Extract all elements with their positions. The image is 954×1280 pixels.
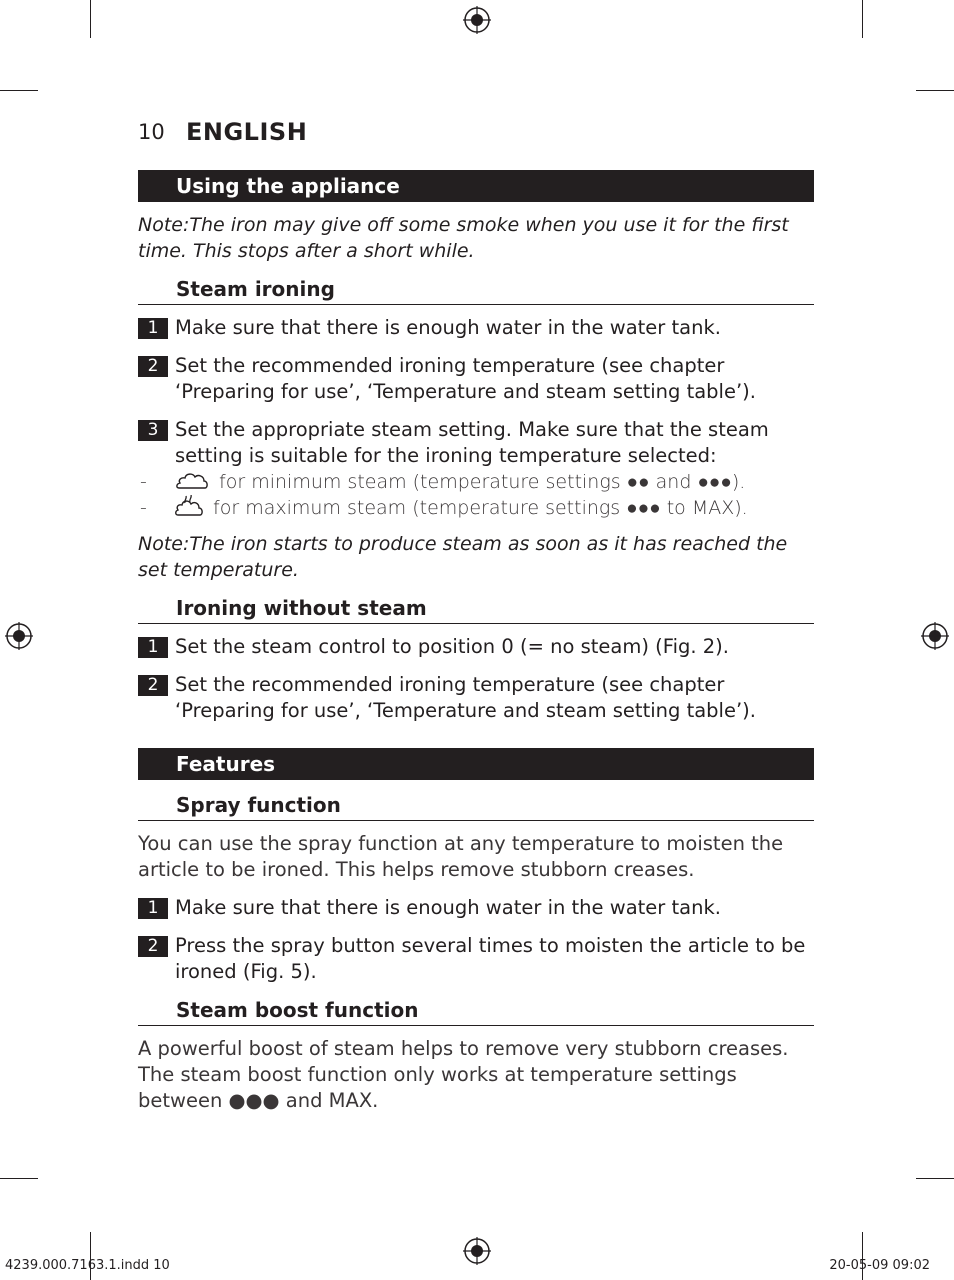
min-steam-icon <box>175 471 209 491</box>
crop-mark <box>862 0 863 38</box>
max-steam-icon <box>175 495 203 517</box>
bullet-dash: - <box>140 497 147 519</box>
section-title-using: Using the appliance <box>138 170 814 202</box>
step-item <box>138 417 814 469</box>
step-item <box>138 933 814 985</box>
note-steam: Note:The iron starts to produce steam as soon as it has reached the set temperature. <box>138 533 788 581</box>
step-number: 2 <box>138 936 168 957</box>
step-item <box>138 353 814 405</box>
step-text: Set the recommended ironing temperature (see chapter ‘Preparing for use’, ‘Temperature and steam setting table’). <box>175 354 756 403</box>
step-text: Set the steam control to position 0 (= no steam) (Fig. 2). <box>175 635 729 658</box>
bullet-dash: - <box>140 471 147 493</box>
step-item <box>138 315 814 341</box>
paragraph-steam-boost: A powerful boost of steam helps to remove very stubborn creases. The steam boost function only works at temperature settings between ●●● and MAX. <box>138 1037 789 1112</box>
page-content <box>138 170 814 1114</box>
registration-mark-icon <box>463 1237 491 1265</box>
subheading-spray: Spray function <box>138 792 814 821</box>
footer-date: 20-05-09 09:02 <box>829 1258 930 1273</box>
step-text: Set the recommended ironing temperature (see chapter ‘Preparing for use’, ‘Temperature and steam setting table’). <box>175 673 756 722</box>
step-text: Press the spray button several times to moisten the article to be ironed (Fig. 5). <box>175 934 806 983</box>
step-text: Make sure that there is enough water in the water tank. <box>175 896 721 919</box>
step-text: Set the appropriate steam setting. Make sure that the steam setting is suitable for the ironing temperature selected: <box>175 418 769 467</box>
step-item <box>138 634 814 660</box>
subheading-steam-boost: Steam boost function <box>138 997 814 1026</box>
crop-mark <box>916 90 954 91</box>
step-item <box>138 672 814 724</box>
crop-mark <box>90 0 91 38</box>
step-number: 2 <box>138 675 168 696</box>
registration-mark-icon <box>5 622 33 650</box>
subheading-steam-ironing: Steam ironing <box>138 276 814 305</box>
step-number: 1 <box>138 637 168 658</box>
crop-mark <box>916 1178 954 1179</box>
paragraph-spray: You can use the spray function at any temperature to moisten the article to be ironed. This helps remove stubborn creases. <box>138 832 784 881</box>
crop-mark <box>0 90 38 91</box>
step-item <box>138 895 814 921</box>
subheading-without-steam: Ironing without steam <box>138 595 814 624</box>
section-title-features: Features <box>138 748 814 780</box>
page-language: ENGLISH <box>186 118 308 146</box>
step-number: 3 <box>138 420 168 441</box>
step-text: Make sure that there is enough water in the water tank. <box>175 316 721 339</box>
step-number: 1 <box>138 318 168 339</box>
page-number: 10 <box>138 120 165 144</box>
crop-mark <box>0 1178 38 1179</box>
bullet-text: for minimum steam (temperature settings ●● and ●●●). <box>219 471 746 493</box>
bullet-item <box>138 495 814 521</box>
footer-file-info: 4239.000.7163.1.indd 10 <box>5 1258 170 1273</box>
bullet-item <box>138 469 814 495</box>
note-smoke: Note:The iron may give off some smoke when you use it for the first time. This stops after a short while. <box>138 214 789 262</box>
step-number: 2 <box>138 356 168 377</box>
registration-mark-icon <box>921 622 949 650</box>
step-number: 1 <box>138 898 168 919</box>
registration-mark-icon <box>463 6 491 34</box>
bullet-text: for maximum steam (temperature settings ●●● to MAX). <box>213 497 748 519</box>
